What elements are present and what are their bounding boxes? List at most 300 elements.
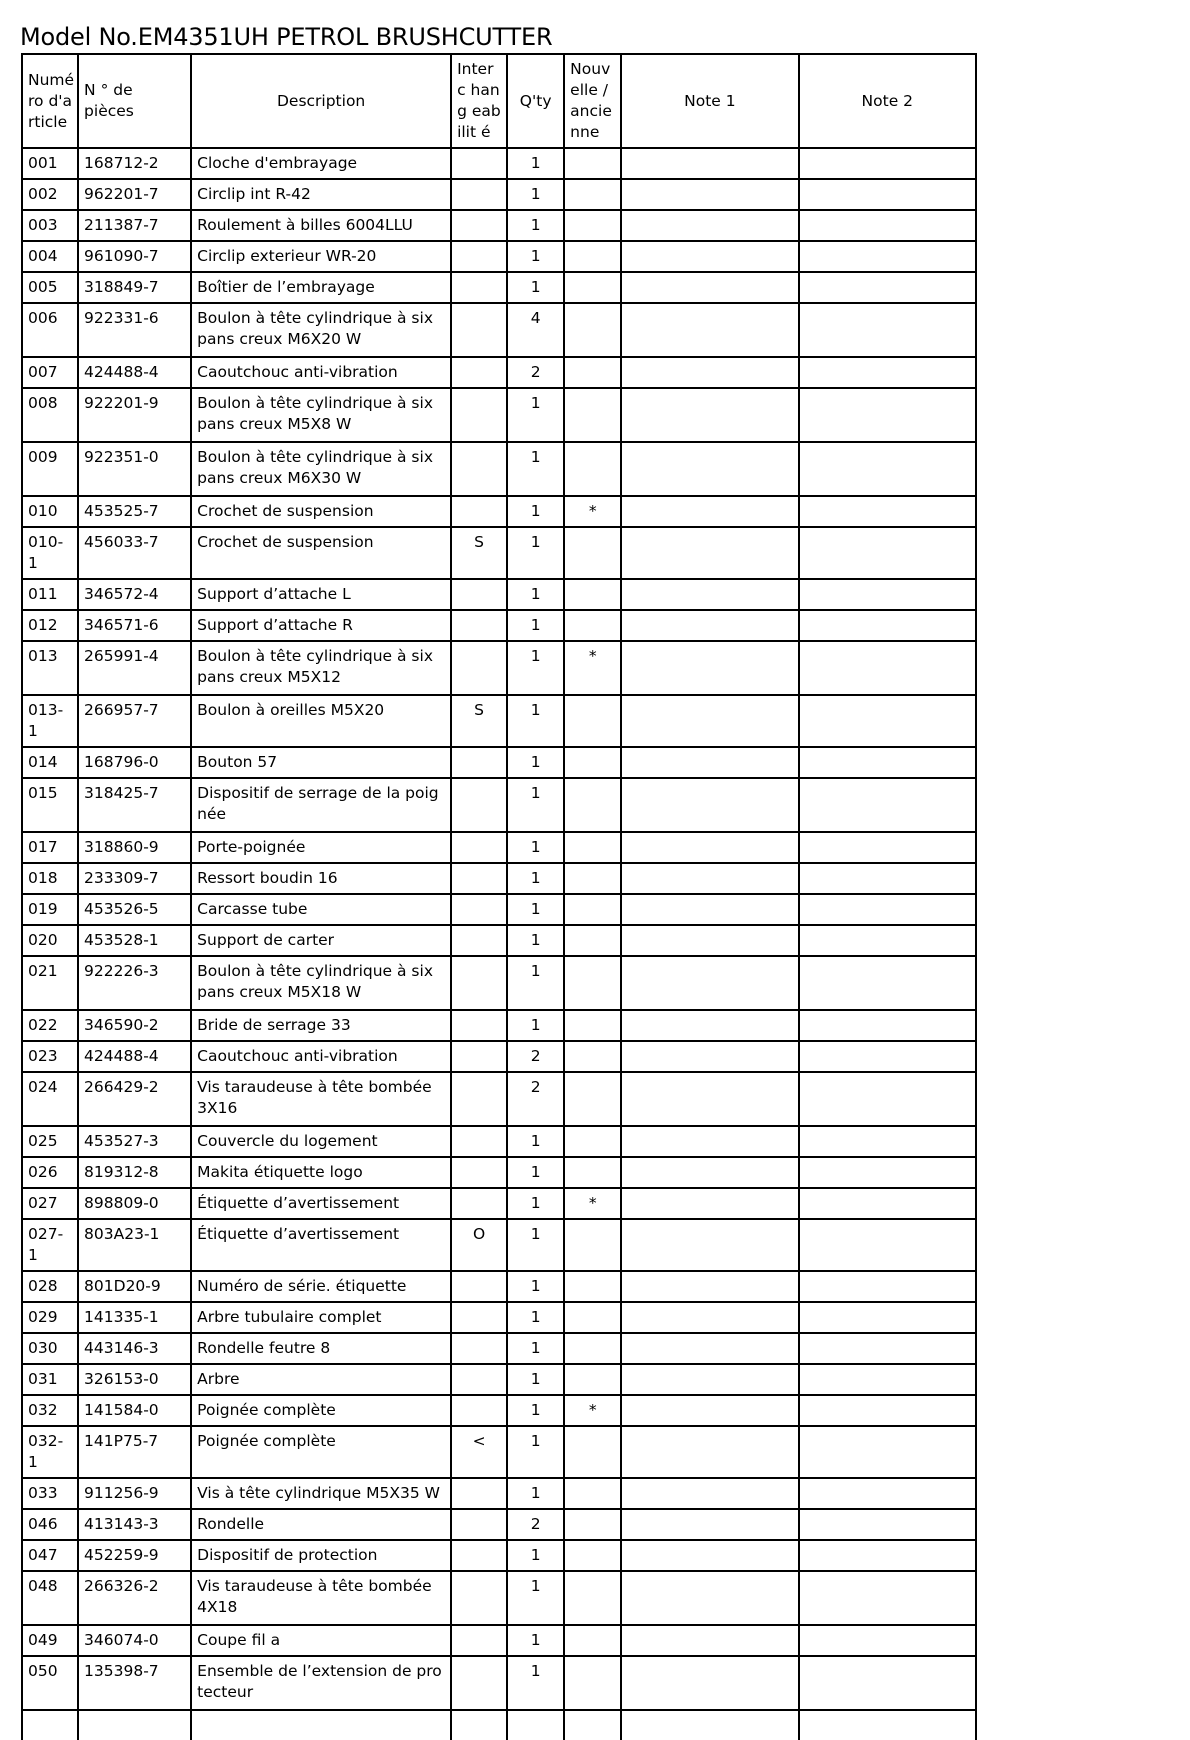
cell-note-1 (621, 527, 798, 579)
cell-item-number: 049 (22, 1625, 78, 1656)
cell-note-2 (799, 747, 976, 778)
cell-new-old (564, 442, 621, 496)
cell-note-1 (621, 241, 798, 272)
cell-interchangeability (451, 747, 507, 778)
cell-new-old (564, 1540, 621, 1571)
table-body (22, 148, 976, 1740)
cell-quantity: 1 (507, 148, 564, 179)
cell-new-old (564, 1271, 621, 1302)
cell-part-number: 135398-7 (78, 1656, 191, 1710)
cell-new-old (564, 747, 621, 778)
cell-interchangeability (451, 1072, 507, 1126)
cell-quantity: 1 (507, 1157, 564, 1188)
cell-note-1 (621, 1656, 798, 1710)
table-row (22, 527, 976, 579)
cell-item-number: 001 (22, 148, 78, 179)
cell-note-2 (799, 695, 976, 747)
cell-note-2 (799, 863, 976, 894)
cell-quantity: 1 (507, 956, 564, 1010)
cell-description: Crochet de suspension (191, 496, 451, 527)
cell-part-number: 453527-3 (78, 1126, 191, 1157)
table-row (22, 894, 976, 925)
cell-item-number: 014 (22, 747, 78, 778)
cell-note-1 (621, 1072, 798, 1126)
cell-part-number: 265991-4 (78, 641, 191, 695)
cell-note-1 (621, 579, 798, 610)
cell-new-old (564, 1364, 621, 1395)
cell-new-old (564, 1426, 621, 1478)
cell-interchangeability (451, 1625, 507, 1656)
cell-quantity: 1 (507, 388, 564, 442)
cell-new-old (564, 863, 621, 894)
cell-item-number: 033 (22, 1478, 78, 1509)
table-row (22, 747, 976, 778)
cell-interchangeability (451, 832, 507, 863)
cell-quantity: 1 (507, 1656, 564, 1710)
cell-item-number: 013 (22, 641, 78, 695)
cell-description: Boulon à tête cylindrique à six pans creux M6X20 W (191, 303, 451, 357)
cell-note-1 (621, 210, 798, 241)
cell-quantity: 1 (507, 1395, 564, 1426)
cell-part-number: 453526-5 (78, 894, 191, 925)
cell-item-number: 015 (22, 778, 78, 832)
cell-new-old (564, 210, 621, 241)
cell-note-2 (799, 357, 976, 388)
cell-note-2 (799, 1426, 976, 1478)
cell-interchangeability (451, 579, 507, 610)
cell-part-number: 141335-1 (78, 1302, 191, 1333)
cell-note-2 (799, 527, 976, 579)
cell-quantity: 1 (507, 179, 564, 210)
cell-description: Boulon à tête cylindrique à six pans creux M5X8 W (191, 388, 451, 442)
cell-description: Bouton 57 (191, 747, 451, 778)
table-row (22, 778, 976, 832)
cell-new-old (564, 272, 621, 303)
table-row (22, 1426, 976, 1478)
cell-interchangeability (451, 1010, 507, 1041)
cell-interchangeability (451, 1302, 507, 1333)
cell-description: Crochet de suspension (191, 527, 451, 579)
cell-interchangeability (451, 496, 507, 527)
document-title: Model No.EM4351UH PETROL BRUSHCUTTER (20, 23, 553, 51)
table-row-continued (22, 1710, 976, 1740)
cell-part-number: 922351-0 (78, 442, 191, 496)
cell-empty (78, 1710, 191, 1740)
cell-interchangeability (451, 1656, 507, 1710)
parts-table-container (21, 53, 977, 1701)
cell-note-2 (799, 272, 976, 303)
table-row (22, 1540, 976, 1571)
cell-note-2 (799, 148, 976, 179)
cell-description: Arbre (191, 1364, 451, 1395)
cell-note-2 (799, 1478, 976, 1509)
cell-part-number: 141584-0 (78, 1395, 191, 1426)
table-row (22, 1364, 976, 1395)
cell-new-old (564, 1333, 621, 1364)
cell-description: Ensemble de l’extension de protecteur (191, 1656, 451, 1710)
table-row (22, 1625, 976, 1656)
table-row (22, 241, 976, 272)
cell-quantity: 1 (507, 496, 564, 527)
cell-new-old (564, 1509, 621, 1540)
cell-empty (451, 1710, 507, 1740)
cell-description: Roulement à billes 6004LLU (191, 210, 451, 241)
cell-quantity: 1 (507, 1271, 564, 1302)
cell-part-number: 141P75-7 (78, 1426, 191, 1478)
cell-note-1 (621, 778, 798, 832)
cell-part-number: 961090-7 (78, 241, 191, 272)
cell-new-old (564, 1478, 621, 1509)
cell-new-old (564, 1302, 621, 1333)
cell-interchangeability (451, 1395, 507, 1426)
table-row (22, 1126, 976, 1157)
cell-part-number: 922201-9 (78, 388, 191, 442)
table-row (22, 1395, 976, 1426)
cell-quantity: 1 (507, 1426, 564, 1478)
cell-note-1 (621, 496, 798, 527)
cell-part-number: 168796-0 (78, 747, 191, 778)
cell-interchangeability: < (451, 1426, 507, 1478)
cell-description: Étiquette d’avertissement (191, 1188, 451, 1219)
cell-interchangeability (451, 148, 507, 179)
cell-part-number: 443146-3 (78, 1333, 191, 1364)
table-row (22, 148, 976, 179)
table-row (22, 1072, 976, 1126)
cell-note-2 (799, 210, 976, 241)
cell-empty (564, 1710, 621, 1740)
cell-quantity: 1 (507, 695, 564, 747)
cell-interchangeability (451, 1126, 507, 1157)
cell-item-number: 019 (22, 894, 78, 925)
cell-interchangeability: S (451, 527, 507, 579)
cell-description: Ressort boudin 16 (191, 863, 451, 894)
cell-description: Boulon à tête cylindrique à six pans creux M6X30 W (191, 442, 451, 496)
table-row (22, 1271, 976, 1302)
cell-quantity: 1 (507, 1333, 564, 1364)
cell-item-number: 032 (22, 1395, 78, 1426)
cell-interchangeability (451, 1364, 507, 1395)
cell-note-2 (799, 1302, 976, 1333)
table-row (22, 579, 976, 610)
cell-note-1 (621, 1509, 798, 1540)
cell-part-number: 346074-0 (78, 1625, 191, 1656)
table-row (22, 1656, 976, 1710)
header-part-number: N ° de pièces (78, 54, 191, 148)
cell-note-2 (799, 832, 976, 863)
cell-item-number: 048 (22, 1571, 78, 1625)
cell-item-number: 012 (22, 610, 78, 641)
cell-interchangeability (451, 1333, 507, 1364)
cell-note-1 (621, 610, 798, 641)
cell-note-2 (799, 179, 976, 210)
cell-note-2 (799, 1188, 976, 1219)
cell-interchangeability (451, 1271, 507, 1302)
cell-note-2 (799, 241, 976, 272)
cell-quantity: 1 (507, 1540, 564, 1571)
table-row (22, 1157, 976, 1188)
cell-new-old (564, 148, 621, 179)
cell-note-1 (621, 832, 798, 863)
cell-part-number: 168712-2 (78, 148, 191, 179)
cell-interchangeability (451, 357, 507, 388)
cell-note-1 (621, 863, 798, 894)
cell-note-2 (799, 1041, 976, 1072)
cell-description: Makita étiquette logo (191, 1157, 451, 1188)
cell-interchangeability (451, 1509, 507, 1540)
table-row (22, 1010, 976, 1041)
cell-empty (507, 1710, 564, 1740)
cell-part-number: 453525-7 (78, 496, 191, 527)
table-row (22, 210, 976, 241)
table-row (22, 496, 976, 527)
cell-description: Dispositif de protection (191, 1540, 451, 1571)
cell-part-number: 803A23-1 (78, 1219, 191, 1271)
cell-description: Vis taraudeuse à tête bombée 3X16 (191, 1072, 451, 1126)
cell-note-2 (799, 496, 976, 527)
cell-note-1 (621, 925, 798, 956)
cell-description: Numéro de série. étiquette (191, 1271, 451, 1302)
cell-item-number: 028 (22, 1271, 78, 1302)
cell-interchangeability (451, 925, 507, 956)
table-row (22, 1219, 976, 1271)
cell-note-1 (621, 1188, 798, 1219)
cell-empty (191, 1710, 451, 1740)
cell-note-1 (621, 641, 798, 695)
cell-description: Poignée complète (191, 1395, 451, 1426)
cell-part-number: 453528-1 (78, 925, 191, 956)
cell-interchangeability (451, 863, 507, 894)
header-item-number: Numé ro d'a rticle (22, 54, 78, 148)
cell-part-number: 452259-9 (78, 1540, 191, 1571)
cell-note-1 (621, 1126, 798, 1157)
cell-item-number: 030 (22, 1333, 78, 1364)
cell-note-1 (621, 388, 798, 442)
cell-note-1 (621, 1625, 798, 1656)
table-header (22, 54, 976, 148)
cell-interchangeability (451, 610, 507, 641)
cell-description: Couvercle du logement (191, 1126, 451, 1157)
cell-note-2 (799, 610, 976, 641)
cell-item-number: 022 (22, 1010, 78, 1041)
cell-new-old (564, 894, 621, 925)
cell-quantity: 2 (507, 1072, 564, 1126)
cell-item-number: 010 (22, 496, 78, 527)
cell-quantity: 1 (507, 832, 564, 863)
cell-description: Caoutchouc anti-vibration (191, 357, 451, 388)
cell-item-number: 020 (22, 925, 78, 956)
cell-part-number: 819312-8 (78, 1157, 191, 1188)
cell-note-1 (621, 1302, 798, 1333)
cell-new-old (564, 357, 621, 388)
cell-item-number: 006 (22, 303, 78, 357)
cell-part-number: 424488-4 (78, 1041, 191, 1072)
cell-item-number: 009 (22, 442, 78, 496)
cell-note-1 (621, 956, 798, 1010)
cell-note-2 (799, 1656, 976, 1710)
cell-part-number: 266429-2 (78, 1072, 191, 1126)
cell-note-2 (799, 579, 976, 610)
cell-interchangeability (451, 641, 507, 695)
cell-item-number: 010-1 (22, 527, 78, 579)
cell-item-number: 027-1 (22, 1219, 78, 1271)
cell-item-number: 013-1 (22, 695, 78, 747)
table-row (22, 388, 976, 442)
cell-new-old (564, 832, 621, 863)
cell-part-number: 346571-6 (78, 610, 191, 641)
header-interchangeability: Interc hang eabilit é (451, 54, 507, 148)
header-row (22, 54, 976, 148)
header-note-2: Note 2 (799, 54, 976, 148)
table-row (22, 1188, 976, 1219)
cell-note-2 (799, 1364, 976, 1395)
cell-item-number: 032-1 (22, 1426, 78, 1478)
cell-item-number: 018 (22, 863, 78, 894)
cell-new-old (564, 1656, 621, 1710)
cell-quantity: 1 (507, 747, 564, 778)
table-row (22, 956, 976, 1010)
cell-quantity: 2 (507, 1041, 564, 1072)
cell-quantity: 1 (507, 863, 564, 894)
cell-item-number: 023 (22, 1041, 78, 1072)
cell-note-2 (799, 1571, 976, 1625)
cell-quantity: 1 (507, 925, 564, 956)
cell-description: Arbre tubulaire complet (191, 1302, 451, 1333)
table-row (22, 1302, 976, 1333)
cell-quantity: 1 (507, 210, 564, 241)
cell-item-number: 026 (22, 1157, 78, 1188)
cell-interchangeability (451, 1540, 507, 1571)
cell-item-number: 050 (22, 1656, 78, 1710)
cell-part-number: 318849-7 (78, 272, 191, 303)
header-new-old: Nouv elle / ancie nne (564, 54, 621, 148)
cell-new-old (564, 1157, 621, 1188)
cell-item-number: 031 (22, 1364, 78, 1395)
cell-quantity: 1 (507, 442, 564, 496)
cell-note-1 (621, 1364, 798, 1395)
cell-item-number: 047 (22, 1540, 78, 1571)
cell-note-1 (621, 1571, 798, 1625)
parts-table (21, 53, 977, 1740)
cell-part-number: 898809-0 (78, 1188, 191, 1219)
cell-note-1 (621, 894, 798, 925)
cell-new-old (564, 579, 621, 610)
cell-note-2 (799, 1333, 976, 1364)
cell-part-number: 266326-2 (78, 1571, 191, 1625)
cell-new-old (564, 1625, 621, 1656)
cell-quantity: 1 (507, 527, 564, 579)
cell-note-1 (621, 148, 798, 179)
cell-note-1 (621, 1219, 798, 1271)
cell-part-number: 318425-7 (78, 778, 191, 832)
cell-item-number: 003 (22, 210, 78, 241)
header-note-1: Note 1 (621, 54, 798, 148)
table-row (22, 863, 976, 894)
cell-new-old (564, 179, 621, 210)
cell-note-1 (621, 747, 798, 778)
cell-note-2 (799, 303, 976, 357)
table-row (22, 1041, 976, 1072)
cell-interchangeability (451, 210, 507, 241)
cell-item-number: 002 (22, 179, 78, 210)
cell-part-number: 424488-4 (78, 357, 191, 388)
cell-interchangeability: S (451, 695, 507, 747)
cell-interchangeability (451, 179, 507, 210)
cell-note-2 (799, 1157, 976, 1188)
cell-note-1 (621, 179, 798, 210)
cell-note-1 (621, 1426, 798, 1478)
cell-note-2 (799, 925, 976, 956)
cell-interchangeability (451, 894, 507, 925)
cell-part-number: 346572-4 (78, 579, 191, 610)
cell-note-2 (799, 1072, 976, 1126)
cell-quantity: 1 (507, 610, 564, 641)
table-row (22, 610, 976, 641)
cell-note-2 (799, 1219, 976, 1271)
cell-new-old (564, 1571, 621, 1625)
cell-note-1 (621, 1157, 798, 1188)
cell-interchangeability (451, 1041, 507, 1072)
cell-description: Bride de serrage 33 (191, 1010, 451, 1041)
cell-new-old (564, 1219, 621, 1271)
cell-description: Rondelle feutre 8 (191, 1333, 451, 1364)
cell-note-1 (621, 272, 798, 303)
cell-item-number: 017 (22, 832, 78, 863)
cell-part-number: 266957-7 (78, 695, 191, 747)
cell-new-old (564, 527, 621, 579)
cell-description: Circlip int R-42 (191, 179, 451, 210)
cell-part-number: 318860-9 (78, 832, 191, 863)
cell-empty (799, 1710, 976, 1740)
cell-description: Cloche d'embrayage (191, 148, 451, 179)
cell-new-old: * (564, 1395, 621, 1426)
header-quantity: Q'ty (507, 54, 564, 148)
cell-description: Poignée complète (191, 1426, 451, 1478)
cell-description: Boîtier de l’embrayage (191, 272, 451, 303)
cell-item-number: 005 (22, 272, 78, 303)
cell-interchangeability (451, 1571, 507, 1625)
cell-interchangeability (451, 956, 507, 1010)
cell-note-1 (621, 1333, 798, 1364)
cell-item-number: 007 (22, 357, 78, 388)
cell-note-1 (621, 1478, 798, 1509)
cell-note-1 (621, 1395, 798, 1426)
cell-note-2 (799, 956, 976, 1010)
cell-item-number: 027 (22, 1188, 78, 1219)
cell-note-2 (799, 778, 976, 832)
table-row (22, 832, 976, 863)
cell-part-number: 233309-7 (78, 863, 191, 894)
cell-item-number: 021 (22, 956, 78, 1010)
cell-quantity: 1 (507, 272, 564, 303)
cell-quantity: 1 (507, 1625, 564, 1656)
cell-new-old (564, 925, 621, 956)
cell-new-old: * (564, 1188, 621, 1219)
cell-new-old (564, 241, 621, 272)
cell-description: Vis taraudeuse à tête bombée 4X18 (191, 1571, 451, 1625)
cell-description: Circlip exterieur WR-20 (191, 241, 451, 272)
cell-item-number: 029 (22, 1302, 78, 1333)
cell-quantity: 1 (507, 1126, 564, 1157)
cell-interchangeability (451, 272, 507, 303)
cell-note-2 (799, 894, 976, 925)
header-description: Description (191, 54, 451, 148)
table-row (22, 272, 976, 303)
cell-quantity: 1 (507, 579, 564, 610)
cell-new-old (564, 1126, 621, 1157)
cell-note-1 (621, 1041, 798, 1072)
cell-part-number: 962201-7 (78, 179, 191, 210)
cell-part-number: 456033-7 (78, 527, 191, 579)
